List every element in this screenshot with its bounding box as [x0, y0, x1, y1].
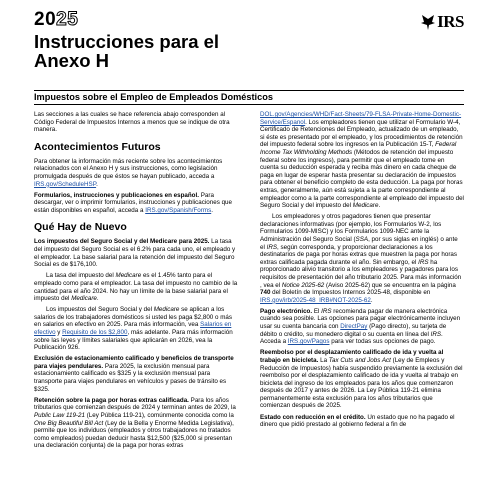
- tax-year: [34, 10, 464, 30]
- title-line-1: Instrucciones para el: [34, 31, 220, 52]
- overtime-paragraph: Retención sobre la paga por horas extras calificada. Para los años tributarios que comienzan después de 2024 y terminan antes de 2029, la Public Law 119-21 (Ley Pública 119-21), comúnmente conocida como la One Big Beautiful Bill Act (Ley de la Bella y Enorme Medida Legislativa), permite que los individuos (empleados y otros trabajadores no tratados como empleados) puedan deducir hasta $12,500 ($25,000 si presentan una declaración conjunta) de la paga por horas extras: [34, 396, 236, 450]
- threshold-link[interactable]: Requisito de los $2,800: [62, 328, 128, 336]
- bicycle-paragraph: Reembolso por el desplazamiento calificado de ida y vuelta al trabajo en bicicleta. La Tax Cuts and Jobs Act (Ley de Empleos y Reducción de Impuestos) había suspendido previamente la exclusión del reembolso por el desplazamiento calificado de ida y vuelta al trabajo en bicicleta del ingreso de los empleados para los años que comenzaron después de 2017 y antes de 2026. La Ley Pública 119-21 elimina permanentemente esta exclusión para los años tributarios que comienzan después de 2025.: [260, 349, 463, 410]
- exclusion-paragraph: Exclusión de estacionamiento calificado y beneficios de transporte para viajes pendulares. Para 2025, la exclusión mensual para estacionamiento calificado es $325 y la exclusión mensual para transporte para viajes pendulares en vehículos y pases de tránsito es $325.: [34, 355, 234, 393]
- irs-logo: [420, 12, 464, 32]
- cash-wages-link[interactable]: Salarios en efectivo: [34, 321, 232, 336]
- document-subtitle: Impuestos sobre el Empleo de Empleados Domésticos: [34, 92, 273, 102]
- payments-link[interactable]: IRS.gov/Pagos: [287, 338, 330, 346]
- schedule-h-link[interactable]: IRS.gov/ScheduleHSP: [34, 180, 97, 188]
- irb-link[interactable]: IRS.gov/irb/2025-48_IRB#NOT-2025-62: [260, 296, 371, 304]
- heading-future-developments: Acontecimientos Futuros: [34, 140, 161, 153]
- document-title: [34, 32, 464, 70]
- spanish-forms-link[interactable]: IRS.gov/Spanish/Forms: [145, 206, 212, 214]
- electronic-payment-paragraph: Pago electrónico. El IRS recomienda pagar de manera electrónica cuando sea posible. Las opciones para pagar electrónicamente incluyen usar su cuenta bancaria con DirectPay (Pago directo), su tarjeta de débito o crédito, su monedero digital o su cuenta en línea del IRS. Acceda a IRS.gov/Pagos para ver todas sus opciones de pago.: [260, 307, 461, 346]
- right-column: [260, 111, 464, 432]
- directpay-link[interactable]: DirectPay: [340, 323, 368, 331]
- eagle-icon: [420, 13, 436, 31]
- title-line-2: Anexo H: [34, 50, 110, 71]
- info-returns-paragraph: Los empleadores y otros pagadores tienen que presentar declaraciones informativas (por ejemplo, los Formularios W-2, los Formularios 1099-MISC) y los Formularios 1099-NEC ante la Administración del Seguro Social (SSA, por sus siglas en inglés) o ante el IRS, según corresponda, y proporcionar declaraciones a los destinatarios de paga por horas extras que muestren la paga por horas extras calificada pagada durante el año. Sin embargo, el IRS ha proporcionado alivio transitorio a los empleadores y pagadores para los requisitos de presentación del año tributario 2025. Para más información , vea el Notice 2025-62 (Aviso 2025-62) que se encuentra en la página 740 del Boletín de Impuestos Internos 2025-48, disponible en IRS.gov/irb/2025-48_IRB#NOT-2025-62.: [260, 213, 462, 304]
- credit-reduction-paragraph: Estado con reducción en el crédito. Un estado que no ha pagado el dinero que pidió prestado al gobierno federal a fin de: [260, 413, 455, 429]
- left-column: [34, 111, 238, 453]
- medicare-paragraph: La tasa del impuesto del Medicare es el 1.45% tanto para el empleado como para el empleador. La tasa del impuesto no cambio de la cantidad para el año 2024. No hay un límite de la base salarial para el impuesto del Medicare.: [34, 272, 238, 303]
- dol-paragraph: DOL.gov/Agencies/WHD/Fact-Sheets/79-FLSA-Private-Home-Domestic-Service/Espanol. Los empleadores tienen que utilizar el Formulario W-4, Certificado de Retenciones del Empleado, actualizado de un empleado, si éste es presentado por el empleado, y los procedimientos de retención del impuesto federal sobre los ingresos en la Publicación 15-T, Federal Income Tax Withholding Methods (Métodos de retención del impuesto federal sobre los ingresos), para permitir que el empleado tome en cuenta su deducción esperada y reciba más dinero en cada cheque de paga en lugar de esperar hasta presentar su declaración de impuestos para obtener el beneficio completo de esta deducción. La paga por horas extras, generalmente, aún está sujeta a la parte correspondiente al empleador como a la parte correspondiente al empleado del impuesto del Seguro Social y del impuesto del Medicare.: [260, 111, 464, 210]
- future-paragraph: Para obtener la información más reciente sobre los acontecimientos relacionados con el Anexo H y sus instrucciones, como legislación promulgada después de que éstos se hayan publicado, acceda a IRS.gov/ScheduleHSP.: [34, 157, 223, 188]
- wages-paragraph: Los impuestos del Seguro Social y del Medicare se aplican a los salarios de los trabajadores domésticos si usted les paga $2,800 o más en salarios en efectivo en 2025. Para más información, vea Salarios en efectivo y Requisito de los $2,800, más adelante. Para más información sobre las leyes y límites salariales que aplicarán en 2026, vea la Publicación 926.: [34, 306, 233, 352]
- logo-text: IRS: [437, 12, 464, 31]
- heading-whats-new: Qué Hay de Nuevo: [34, 221, 127, 234]
- tax-year-suffix: 25: [56, 9, 79, 30]
- header-rule-bottom: [34, 104, 464, 105]
- header-rule-top: [34, 90, 464, 91]
- intro-paragraph: Las secciones a las cuales se hace referencia abajo corresponden al Código Federal de Impuestos Internos a menos que se indique de otra manera.: [34, 111, 230, 134]
- dol-link[interactable]: DOL.gov/Agencies/WHD/Fact-Sheets/79-FLSA-Private-Home-Domestic-Service/Espanol: [260, 111, 462, 126]
- tax-year-prefix: 20: [34, 9, 57, 30]
- social-security-paragraph: Los impuestos del Seguro Social y del Medicare para 2025. La tasa del impuesto del Seguro Social es el 6.2% para cada uno, el empleado y el empleador. La base salarial para la retención del impuesto del Seguro Social es de $176,100.: [34, 238, 236, 269]
- document-header: [34, 10, 464, 70]
- spanish-forms-paragraph: Formularios, instrucciones y publicaciones en español. Para descargar, ver o imprimir formularios, instrucciones y publicaciones que están disponibles en español, acceda a IRS.gov/Spanish/Forms.: [34, 191, 232, 214]
